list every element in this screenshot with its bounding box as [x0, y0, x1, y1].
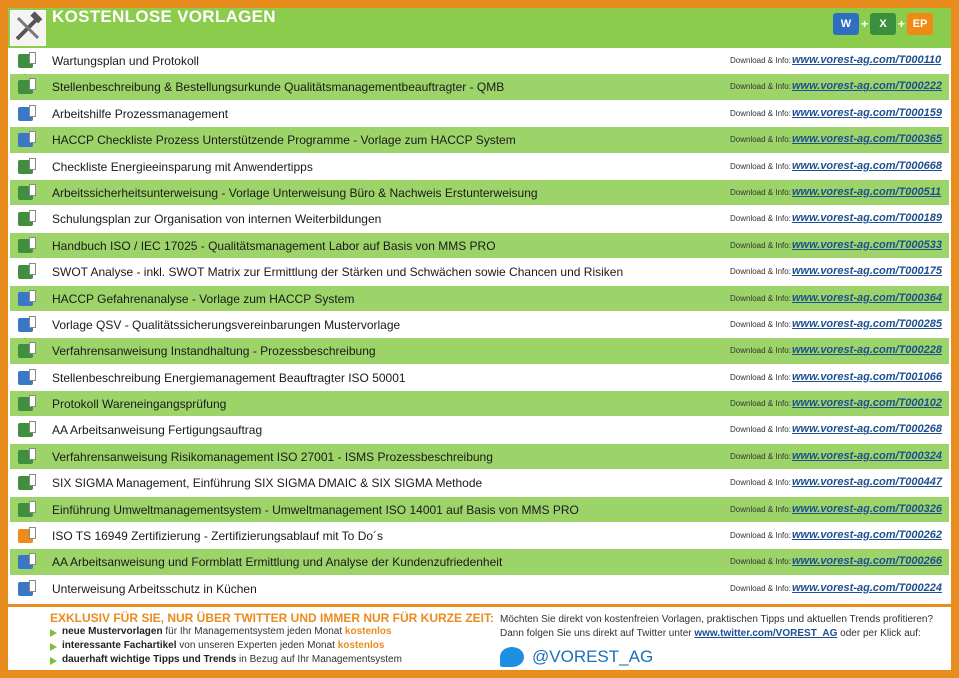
template-row	[10, 259, 949, 285]
template-row	[10, 154, 949, 180]
template-title: HACCP Checkliste Prozess Unterstützende Programme - Vorlage zum HACCP System	[52, 133, 516, 148]
app-icons: W + X + EP	[833, 11, 933, 37]
excel-file-icon	[18, 344, 33, 358]
template-title: AA Arbeitsanweisung Fertigungsauftrag	[52, 423, 263, 438]
template-row	[10, 576, 949, 602]
template-title: Verfahrensanweisung Instandhaltung - Prozessbeschreibung	[52, 344, 376, 359]
template-title: HACCP Gefahrenanalyse - Vorlage zum HACCP System	[52, 291, 355, 306]
excel-file-icon	[18, 186, 33, 200]
download-label: Download & Info:	[730, 108, 791, 118]
template-title: Vorlage QSV - Qualitätssicherungsvereinbarungen Mustervorlage	[52, 317, 401, 332]
download-label: Download & Info:	[730, 583, 791, 593]
ep-icon: EP	[907, 13, 933, 35]
template-title: SWOT Analyse - inkl. SWOT Matrix zur Ermittlung der Stärken und Schwächen sowie Chancen und Risiken	[52, 265, 624, 280]
download-link[interactable]: www.vorest-ag.com/T000324	[792, 449, 942, 462]
excel-file-icon	[18, 80, 33, 94]
word-file-icon	[18, 371, 33, 385]
footer-heading: EXKLUSIV FÜR SIE, NUR ÜBER TWITTER UND IMMER NUR FÜR KURZE ZEIT:	[50, 611, 494, 625]
template-row	[10, 286, 949, 312]
download-link[interactable]: www.vorest-ag.com/T000110	[792, 54, 942, 66]
download-label: Download & Info:	[730, 346, 791, 356]
download-link[interactable]: www.vorest-ag.com/T000447	[792, 476, 942, 489]
template-row	[10, 391, 949, 417]
footer-right	[500, 613, 940, 641]
word-file-icon	[18, 318, 33, 332]
template-row	[10, 312, 949, 338]
download-link[interactable]: www.vorest-ag.com/T000189	[792, 212, 942, 225]
template-row	[10, 101, 949, 127]
template-title: Verfahrensanweisung Risikomanagement ISO 27001 - ISMS Prozessbeschreibung	[52, 449, 493, 464]
download-link[interactable]: www.vorest-ag.com/T000533	[792, 238, 942, 251]
download-label: Download & Info:	[730, 451, 791, 461]
template-title: Stellenbeschreibung & Bestellungsurkunde Qualitätsmanagementbeauftragter - QMB	[52, 80, 505, 95]
download-link[interactable]: www.vorest-ag.com/T000365	[792, 133, 942, 146]
footer	[8, 604, 951, 670]
template-row	[10, 206, 949, 232]
template-title: Arbeitssicherheitsunterweisung - Vorlage Unterweisung Büro & Nachweis Erstunterweisung	[52, 185, 538, 200]
ep-file-icon	[18, 529, 33, 543]
template-row	[10, 48, 949, 74]
twitter-bird-icon[interactable]	[500, 647, 524, 667]
download-link[interactable]: www.vorest-ag.com/T000511	[792, 185, 942, 198]
download-label: Download & Info:	[730, 267, 791, 277]
download-label: Download & Info:	[730, 372, 791, 382]
template-row	[10, 127, 949, 153]
template-row	[10, 74, 949, 100]
excel-icon: X	[870, 13, 896, 35]
download-link[interactable]: www.vorest-ag.com/T000285	[792, 317, 942, 330]
download-label: Download & Info:	[730, 56, 791, 65]
download-label: Download & Info:	[730, 425, 791, 435]
download-label: Download & Info:	[730, 319, 791, 329]
template-title: ISO TS 16949 Zertifizierung - Zertifizierungsablauf mit To Do´s	[52, 529, 384, 544]
word-file-icon	[18, 107, 33, 121]
template-list	[10, 48, 949, 602]
download-link[interactable]: www.vorest-ag.com/T001066	[792, 370, 942, 383]
download-link[interactable]: www.vorest-ag.com/T000668	[792, 159, 942, 172]
twitter-handle[interactable]: @VOREST_AG	[532, 647, 654, 666]
template-row	[10, 523, 949, 549]
download-label: Download & Info:	[730, 399, 791, 409]
footer-bullet: dauerhaft wichtige Tipps und Trends in Bezug auf Ihr Managementsystem	[50, 653, 490, 667]
word-file-icon	[18, 555, 33, 569]
download-link[interactable]: www.vorest-ag.com/T000175	[792, 265, 942, 278]
download-label: Download & Info:	[730, 135, 791, 145]
footer-bullet: interessante Fachartikel von unseren Experten jeden Monat kostenlos	[50, 639, 490, 653]
template-row	[10, 549, 949, 575]
template-title: Unterweisung Arbeitsschutz in Küchen	[52, 581, 257, 596]
template-title: Wartungsplan und Protokoll	[52, 54, 199, 68]
template-row	[10, 233, 949, 259]
template-title: Handbuch ISO / IEC 17025 - Qualitätsmanagement Labor auf Basis von MMS PRO	[52, 238, 496, 253]
download-link[interactable]: www.vorest-ag.com/T000159	[792, 106, 942, 119]
excel-file-icon	[18, 503, 33, 517]
download-link[interactable]: www.vorest-ag.com/T000364	[792, 291, 942, 304]
download-link[interactable]: www.vorest-ag.com/T000228	[792, 344, 942, 357]
template-row	[10, 417, 949, 443]
template-row	[10, 338, 949, 364]
footer-text-line1: Möchten Sie direkt von kostenfreien Vorlagen, praktischen Tipps und aktuellen Trends profitieren?	[500, 614, 934, 625]
template-title: AA Arbeitsanweisung und Formblatt Ermittlung und Analyse der Kundenzufriedenheit	[52, 555, 503, 570]
word-file-icon	[18, 582, 33, 596]
template-row	[10, 444, 949, 470]
download-link[interactable]: www.vorest-ag.com/T000262	[792, 529, 942, 542]
excel-file-icon	[18, 54, 33, 68]
word-icon: W	[833, 13, 859, 35]
excel-file-icon	[18, 397, 33, 411]
header-bar	[8, 8, 951, 48]
download-link[interactable]: www.vorest-ag.com/T000222	[792, 80, 942, 93]
download-label: Download & Info:	[730, 187, 791, 197]
download-label: Download & Info:	[730, 557, 791, 567]
download-label: Download & Info:	[730, 161, 791, 171]
excel-file-icon	[18, 212, 33, 226]
template-title: Protokoll Wareneingangsprüfung	[52, 397, 227, 412]
footer-bullet: neue Mustervorlagen für Ihr Managementsystem jeden Monat kostenlos	[50, 625, 490, 639]
template-row	[10, 497, 949, 523]
download-link[interactable]: www.vorest-ag.com/T000266	[792, 555, 942, 568]
download-link[interactable]: www.vorest-ag.com/T000268	[792, 423, 942, 436]
word-file-icon	[18, 292, 33, 306]
download-link[interactable]: www.vorest-ag.com/T000224	[792, 581, 942, 594]
template-title: Schulungsplan zur Organisation von internen Weiterbildungen	[52, 212, 382, 227]
download-label: Download & Info:	[730, 82, 791, 92]
download-label: Download & Info:	[730, 214, 791, 224]
footer-text-line2: Dann folgen Sie uns direkt auf Twitter unter www.twitter.com/VOREST_AG oder per Klick auf:	[500, 628, 921, 639]
template-title: SIX SIGMA Management, Einführung SIX SIGMA DMAIC & SIX SIGMA Methode	[52, 476, 483, 491]
download-label: Download & Info:	[730, 240, 791, 250]
twitter-link[interactable]: www.twitter.com/VOREST_AG	[694, 628, 838, 639]
excel-file-icon	[18, 239, 33, 253]
excel-file-icon	[18, 423, 33, 437]
footer-left	[50, 611, 494, 667]
template-row	[10, 365, 949, 391]
excel-file-icon	[18, 476, 33, 490]
template-title: Stellenbeschreibung Energiemanagement Beauftragter ISO 50001	[52, 370, 406, 385]
template-row	[10, 470, 949, 496]
download-label: Download & Info:	[730, 293, 791, 303]
download-label: Download & Info:	[730, 478, 791, 488]
page-frame	[8, 8, 951, 670]
excel-file-icon	[18, 450, 33, 464]
word-file-icon	[18, 133, 33, 147]
twitter-follow[interactable]	[500, 647, 653, 667]
download-link[interactable]: www.vorest-ag.com/T000326	[792, 502, 942, 515]
excel-file-icon	[18, 265, 33, 279]
template-row	[10, 180, 949, 206]
download-label: Download & Info:	[730, 504, 791, 514]
tools-logo-icon	[10, 10, 46, 46]
template-title: Einführung Umweltmanagementsystem - Umweltmanagement ISO 14001 auf Basis von MMS PRO	[52, 502, 579, 517]
download-link[interactable]: www.vorest-ag.com/T000102	[792, 397, 942, 410]
page-title: KOSTENLOSE VORLAGEN	[52, 8, 276, 26]
excel-file-icon	[18, 160, 33, 174]
template-title: Arbeitshilfe Prozessmanagement	[52, 106, 229, 121]
template-title: Checkliste Energieeinsparung mit Anwendertipps	[52, 159, 313, 174]
download-label: Download & Info:	[730, 531, 791, 541]
